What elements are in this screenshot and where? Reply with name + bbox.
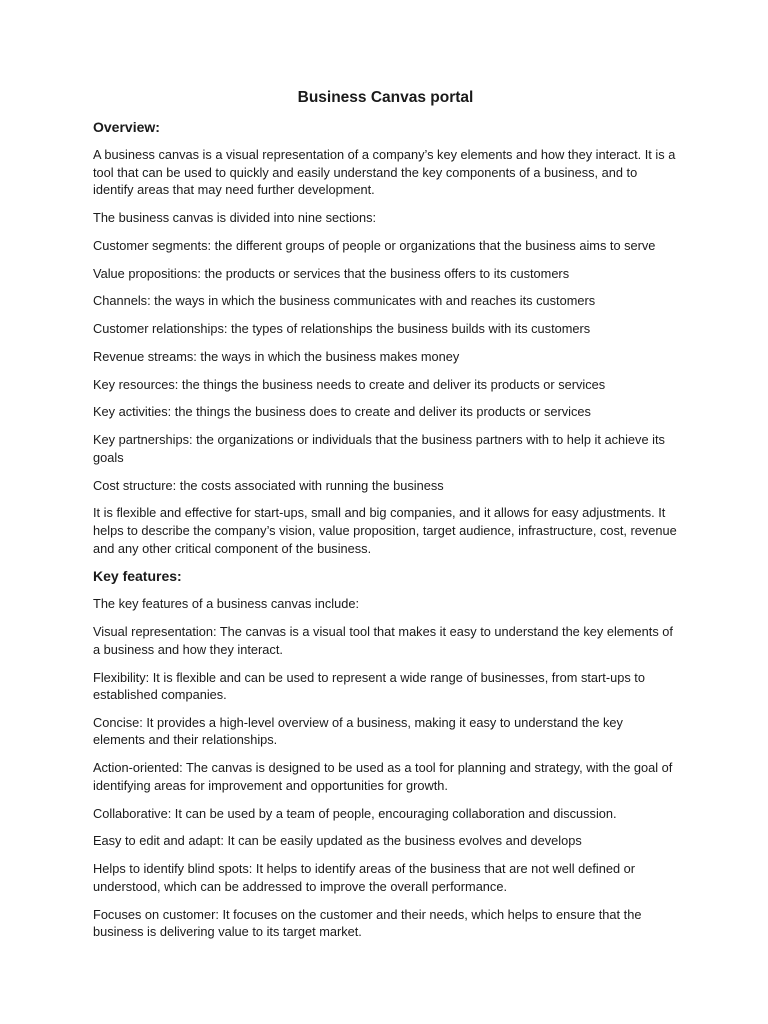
feature-visual-representation: Visual representation: The canvas is a visual tool that makes it easy to understand the key elements of a business and how they interact. [93, 624, 673, 657]
overview-closing-paragraph: It is flexible and effective for start-ups, small and big companies, and it allows for easy adjustments. It helps to describe the company’s vision, value proposition, target audience, infrastructure, cost, revenue and any other critical component of the business. [93, 505, 677, 556]
section-key-activities: Key activities: the things the business does to create and deliver its products or services [93, 404, 591, 420]
feature-easy-to-edit: Easy to edit and adapt: It can be easily updated as the business evolves and develops [93, 833, 582, 849]
overview-intro-paragraph: A business canvas is a visual representation of a company’s key elements and how they interact. It is a tool that can be used to quickly and easily understand the key components of a business, and to identify areas that may need further development. [93, 147, 676, 198]
feature-blind-spots: Helps to identify blind spots: It helps to identify areas of the business that are not well defined or understood, which can be addressed to improve the overall performance. [93, 861, 636, 894]
feature-focuses-on-customer: Focuses on customer: It focuses on the customer and their needs, which helps to ensure that the business is delivering value to its target market. [93, 906, 642, 940]
section-key-partnerships: Key partnerships: the organizations or individuals that the business partners with to help it achieve its goals [93, 432, 665, 465]
section-customer-segments: Customer segments: the different groups of people or organizations that the business aims to serve [93, 237, 656, 253]
feature-concise: Concise: It provides a high-level overview of a business, making it easy to understand the key elements and their relationships. [93, 714, 623, 748]
overview-heading: Overview: [93, 119, 160, 135]
sections-intro-paragraph: The business canvas is divided into nine sections: [93, 209, 377, 225]
section-cost-structure: Cost structure: the costs associated with running the business [93, 477, 444, 493]
feature-collaborative: Collaborative: It can be used by a team of people, encouraging collaboration and discussion. [93, 805, 617, 821]
section-value-propositions: Value propositions: the products or services that the business offers to its customers [93, 265, 570, 281]
section-customer-relationships: Customer relationships: the types of relationships the business builds with its customers [93, 321, 591, 337]
key-features-heading: Key features: [93, 568, 182, 585]
key-features-intro-paragraph: The key features of a business canvas include: [93, 596, 360, 612]
document-page [93, 88, 678, 951]
feature-action-oriented: Action-oriented: The canvas is designed to be used as a tool for planning and strategy, with the goal of identifying areas for improvement and opportunities for growth. [93, 760, 673, 793]
feature-flexibility: Flexibility: It is flexible and can be used to represent a wide range of businesses, from start-ups to established companies. [93, 669, 645, 703]
section-key-resources: Key resources: the things the business needs to create and deliver its products or services [93, 376, 606, 392]
section-channels: Channels: the ways in which the business communicates with and reaches its customers [93, 293, 596, 309]
section-revenue-streams: Revenue streams: the ways in which the business makes money [93, 348, 460, 364]
document-title: Business Canvas portal [297, 89, 474, 106]
